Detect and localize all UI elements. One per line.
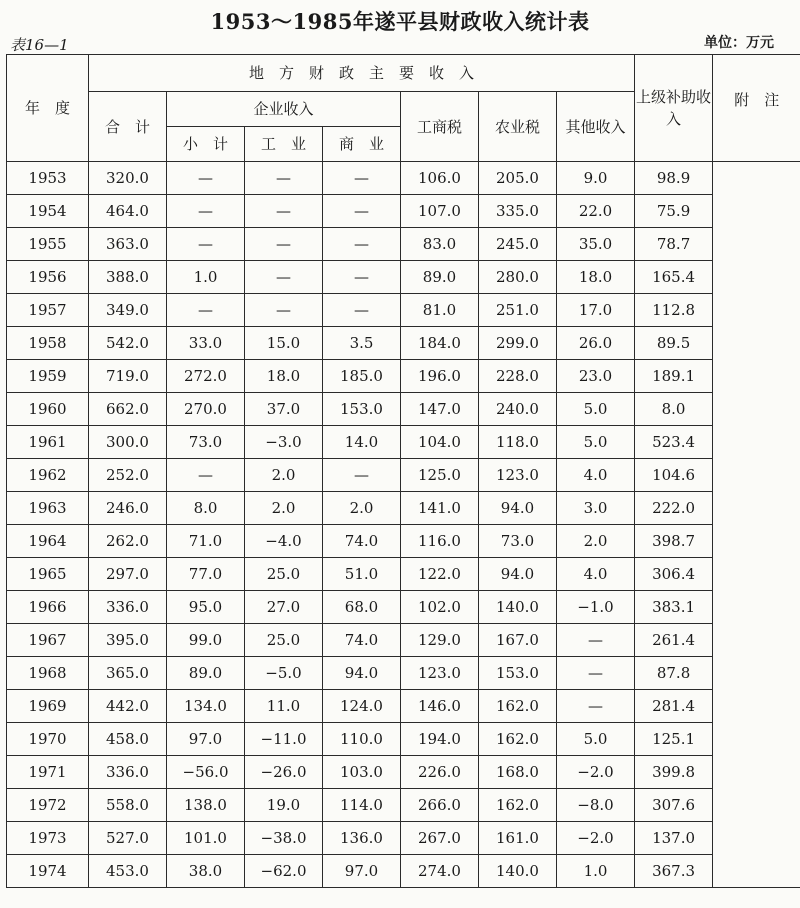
subtotal-cell: 134.0 [167, 690, 245, 723]
notes-cell [713, 195, 800, 228]
other-cell: −1.0 [557, 591, 635, 624]
subtotal-cell: 138.0 [167, 789, 245, 822]
subtotal-cell: 95.0 [167, 591, 245, 624]
subsidy-cell: 87.8 [635, 657, 713, 690]
subsidy-cell: 75.9 [635, 195, 713, 228]
other-cell: 18.0 [557, 261, 635, 294]
industry-cell: 11.0 [245, 690, 323, 723]
year-cell: 1964 [7, 525, 89, 558]
table-number: 表16—1 [10, 36, 69, 54]
enterprise-header: 企业收入 [167, 92, 401, 127]
agri-tax-cell: 94.0 [479, 492, 557, 525]
commerce-tax-header: 工商税 [401, 92, 479, 162]
total-cell: 662.0 [89, 393, 167, 426]
commerce-tax-cell: 107.0 [401, 195, 479, 228]
commerce-tax-cell: 226.0 [401, 756, 479, 789]
agri-tax-cell: 335.0 [479, 195, 557, 228]
subtotal-cell: 77.0 [167, 558, 245, 591]
commerce-tax-cell: 141.0 [401, 492, 479, 525]
subtotal-cell: 270.0 [167, 393, 245, 426]
other-cell: 22.0 [557, 195, 635, 228]
table-row [7, 360, 800, 393]
notes-header: 附 注 [713, 55, 800, 162]
subsidy-cell: 398.7 [635, 525, 713, 558]
other-header: 其他收入 [557, 92, 635, 162]
agri-tax-cell: 245.0 [479, 228, 557, 261]
subsidy-cell: 104.6 [635, 459, 713, 492]
total-cell: 453.0 [89, 855, 167, 888]
subsidy-cell: 125.1 [635, 723, 713, 756]
total-cell: 262.0 [89, 525, 167, 558]
commerce-cell: 74.0 [323, 525, 401, 558]
other-cell: 35.0 [557, 228, 635, 261]
subtotal-cell: −56.0 [167, 756, 245, 789]
year-cell: 1974 [7, 855, 89, 888]
year-cell: 1960 [7, 393, 89, 426]
other-cell: 2.0 [557, 525, 635, 558]
subsidy-cell: 523.4 [635, 426, 713, 459]
table-row [7, 624, 800, 657]
total-cell: 442.0 [89, 690, 167, 723]
subtotal-cell: — [167, 459, 245, 492]
table-row [7, 558, 800, 591]
other-cell: — [557, 657, 635, 690]
notes-cell [713, 591, 800, 624]
year-cell: 1962 [7, 459, 89, 492]
notes-cell [713, 558, 800, 591]
commerce-cell: 14.0 [323, 426, 401, 459]
table-row [7, 294, 800, 327]
subsidy-cell: 189.1 [635, 360, 713, 393]
commerce-cell: 3.5 [323, 327, 401, 360]
commerce-cell: — [323, 195, 401, 228]
industry-cell: — [245, 228, 323, 261]
total-cell: 388.0 [89, 261, 167, 294]
industry-cell: 25.0 [245, 624, 323, 657]
table-row [7, 525, 800, 558]
subtotal-cell: 99.0 [167, 624, 245, 657]
fiscal-revenue-table [6, 54, 800, 888]
subsidy-cell: 78.7 [635, 228, 713, 261]
other-cell: 17.0 [557, 294, 635, 327]
table-row [7, 162, 800, 195]
table-row [7, 690, 800, 723]
industry-cell: 25.0 [245, 558, 323, 591]
industry-cell: 2.0 [245, 492, 323, 525]
agri-tax-cell: 140.0 [479, 855, 557, 888]
subsidy-cell: 165.4 [635, 261, 713, 294]
notes-cell [713, 228, 800, 261]
notes-cell [713, 657, 800, 690]
notes-cell [713, 393, 800, 426]
commerce-tax-cell: 89.0 [401, 261, 479, 294]
other-cell: −8.0 [557, 789, 635, 822]
commerce-cell: 110.0 [323, 723, 401, 756]
industry-cell: −4.0 [245, 525, 323, 558]
agri-tax-cell: 299.0 [479, 327, 557, 360]
commerce-cell: 51.0 [323, 558, 401, 591]
other-cell: — [557, 690, 635, 723]
commerce-tax-cell: 81.0 [401, 294, 479, 327]
agri-tax-cell: 251.0 [479, 294, 557, 327]
total-cell: 246.0 [89, 492, 167, 525]
total-cell: 363.0 [89, 228, 167, 261]
commerce-cell: 97.0 [323, 855, 401, 888]
commerce-tax-cell: 147.0 [401, 393, 479, 426]
subsidy-header: 上级补助收入 [635, 55, 713, 162]
commerce-cell: — [323, 294, 401, 327]
year-cell: 1954 [7, 195, 89, 228]
notes-cell [713, 162, 800, 195]
subtotal-cell: — [167, 162, 245, 195]
subsidy-cell: 89.5 [635, 327, 713, 360]
commerce-tax-cell: 122.0 [401, 558, 479, 591]
industry-cell: −62.0 [245, 855, 323, 888]
other-cell: 4.0 [557, 459, 635, 492]
subsidy-cell: 306.4 [635, 558, 713, 591]
page-title: 1953～1985年遂平县财政收入统计表 [210, 9, 590, 34]
subsidy-cell: 98.9 [635, 162, 713, 195]
subtotal-cell: 71.0 [167, 525, 245, 558]
commerce-cell: 74.0 [323, 624, 401, 657]
commerce-cell: — [323, 459, 401, 492]
agri-tax-cell: 167.0 [479, 624, 557, 657]
agri-tax-cell: 162.0 [479, 789, 557, 822]
table-row [7, 756, 800, 789]
agri-tax-header: 农业税 [479, 92, 557, 162]
industry-cell: 37.0 [245, 393, 323, 426]
table-row [7, 855, 800, 888]
subsidy-cell: 222.0 [635, 492, 713, 525]
industry-cell: −11.0 [245, 723, 323, 756]
table-row [7, 789, 800, 822]
industry-cell: 27.0 [245, 591, 323, 624]
commerce-tax-cell: 83.0 [401, 228, 479, 261]
year-cell: 1963 [7, 492, 89, 525]
total-cell: 464.0 [89, 195, 167, 228]
total-header: 合 计 [89, 92, 167, 162]
subsidy-cell: 8.0 [635, 393, 713, 426]
total-cell: 336.0 [89, 591, 167, 624]
subsidy-cell: 137.0 [635, 822, 713, 855]
commerce-tax-cell: 196.0 [401, 360, 479, 393]
industry-cell: — [245, 162, 323, 195]
local-revenue-header: 地 方 财 政 主 要 收 入 [89, 55, 635, 92]
year-cell: 1965 [7, 558, 89, 591]
notes-cell [713, 822, 800, 855]
subsidy-cell: 261.4 [635, 624, 713, 657]
notes-cell [713, 624, 800, 657]
table-row [7, 327, 800, 360]
commerce-tax-cell: 184.0 [401, 327, 479, 360]
table-row [7, 261, 800, 294]
commerce-cell: 2.0 [323, 492, 401, 525]
industry-cell: 19.0 [245, 789, 323, 822]
year-cell: 1957 [7, 294, 89, 327]
other-cell: 5.0 [557, 723, 635, 756]
notes-cell [713, 426, 800, 459]
commerce-tax-cell: 106.0 [401, 162, 479, 195]
agri-tax-cell: 123.0 [479, 459, 557, 492]
agri-tax-cell: 161.0 [479, 822, 557, 855]
total-cell: 542.0 [89, 327, 167, 360]
agri-tax-cell: 153.0 [479, 657, 557, 690]
other-cell: 5.0 [557, 393, 635, 426]
subsidy-cell: 399.8 [635, 756, 713, 789]
total-cell: 395.0 [89, 624, 167, 657]
notes-cell [713, 789, 800, 822]
industry-cell: 15.0 [245, 327, 323, 360]
other-cell: — [557, 624, 635, 657]
total-cell: 252.0 [89, 459, 167, 492]
commerce-tax-cell: 129.0 [401, 624, 479, 657]
total-cell: 558.0 [89, 789, 167, 822]
table-row [7, 426, 800, 459]
commerce-tax-cell: 125.0 [401, 459, 479, 492]
notes-cell [713, 690, 800, 723]
table-row [7, 459, 800, 492]
commerce-tax-cell: 102.0 [401, 591, 479, 624]
industry-cell: −3.0 [245, 426, 323, 459]
subsidy-cell: 383.1 [635, 591, 713, 624]
total-cell: 336.0 [89, 756, 167, 789]
table-body [7, 162, 800, 888]
industry-cell: −38.0 [245, 822, 323, 855]
other-cell: 23.0 [557, 360, 635, 393]
table-row [7, 822, 800, 855]
year-cell: 1961 [7, 426, 89, 459]
notes-cell [713, 459, 800, 492]
industry-cell: — [245, 195, 323, 228]
subtotal-cell: 97.0 [167, 723, 245, 756]
agri-tax-cell: 280.0 [479, 261, 557, 294]
agri-tax-cell: 162.0 [479, 723, 557, 756]
subtotal-cell: — [167, 228, 245, 261]
total-cell: 300.0 [89, 426, 167, 459]
unit-label: 单位：万元 [704, 35, 774, 51]
industry-cell: — [245, 294, 323, 327]
total-cell: 320.0 [89, 162, 167, 195]
commerce-header: 商 业 [323, 127, 401, 162]
commerce-tax-cell: 194.0 [401, 723, 479, 756]
commerce-tax-cell: 104.0 [401, 426, 479, 459]
subtotal-cell: 89.0 [167, 657, 245, 690]
commerce-cell: 124.0 [323, 690, 401, 723]
year-cell: 1973 [7, 822, 89, 855]
subtotal-header: 小 计 [167, 127, 245, 162]
other-cell: 4.0 [557, 558, 635, 591]
other-cell: 1.0 [557, 855, 635, 888]
commerce-tax-cell: 116.0 [401, 525, 479, 558]
agri-tax-cell: 73.0 [479, 525, 557, 558]
notes-cell [713, 525, 800, 558]
agri-tax-cell: 162.0 [479, 690, 557, 723]
year-cell: 1955 [7, 228, 89, 261]
subtotal-cell: 101.0 [167, 822, 245, 855]
other-cell: 3.0 [557, 492, 635, 525]
subsidy-cell: 367.3 [635, 855, 713, 888]
table-row [7, 228, 800, 261]
commerce-cell: 94.0 [323, 657, 401, 690]
subtotal-cell: 1.0 [167, 261, 245, 294]
agri-tax-cell: 240.0 [479, 393, 557, 426]
commerce-cell: 153.0 [323, 393, 401, 426]
commerce-tax-cell: 266.0 [401, 789, 479, 822]
total-cell: 527.0 [89, 822, 167, 855]
year-cell: 1966 [7, 591, 89, 624]
total-cell: 349.0 [89, 294, 167, 327]
commerce-cell: 103.0 [323, 756, 401, 789]
table-row [7, 195, 800, 228]
subtotal-cell: — [167, 195, 245, 228]
year-header: 年 度 [7, 55, 89, 162]
industry-cell: −5.0 [245, 657, 323, 690]
notes-cell [713, 855, 800, 888]
subsidy-cell: 281.4 [635, 690, 713, 723]
commerce-cell: — [323, 228, 401, 261]
year-cell: 1970 [7, 723, 89, 756]
commerce-cell: — [323, 261, 401, 294]
agri-tax-cell: 140.0 [479, 591, 557, 624]
total-cell: 297.0 [89, 558, 167, 591]
commerce-tax-cell: 123.0 [401, 657, 479, 690]
total-cell: 458.0 [89, 723, 167, 756]
subtotal-cell: 38.0 [167, 855, 245, 888]
other-cell: −2.0 [557, 822, 635, 855]
subtotal-cell: 8.0 [167, 492, 245, 525]
year-cell: 1972 [7, 789, 89, 822]
subsidy-cell: 307.6 [635, 789, 713, 822]
commerce-cell: 114.0 [323, 789, 401, 822]
commerce-cell: 68.0 [323, 591, 401, 624]
other-cell: 26.0 [557, 327, 635, 360]
agri-tax-cell: 228.0 [479, 360, 557, 393]
year-cell: 1958 [7, 327, 89, 360]
agri-tax-cell: 94.0 [479, 558, 557, 591]
table-row [7, 393, 800, 426]
total-cell: 365.0 [89, 657, 167, 690]
total-cell: 719.0 [89, 360, 167, 393]
commerce-cell: 136.0 [323, 822, 401, 855]
agri-tax-cell: 168.0 [479, 756, 557, 789]
table-row [7, 723, 800, 756]
subsidy-cell: 112.8 [635, 294, 713, 327]
notes-cell [713, 723, 800, 756]
subtotal-cell: 73.0 [167, 426, 245, 459]
industry-cell: 2.0 [245, 459, 323, 492]
notes-cell [713, 261, 800, 294]
year-cell: 1956 [7, 261, 89, 294]
notes-cell [713, 294, 800, 327]
industry-cell: — [245, 261, 323, 294]
commerce-tax-cell: 267.0 [401, 822, 479, 855]
commerce-cell: — [323, 162, 401, 195]
notes-cell [713, 360, 800, 393]
year-cell: 1969 [7, 690, 89, 723]
notes-cell [713, 756, 800, 789]
table-row [7, 591, 800, 624]
other-cell: −2.0 [557, 756, 635, 789]
notes-cell [713, 327, 800, 360]
table-row [7, 492, 800, 525]
commerce-cell: 185.0 [323, 360, 401, 393]
notes-cell [713, 492, 800, 525]
other-cell: 9.0 [557, 162, 635, 195]
subtotal-cell: — [167, 294, 245, 327]
agri-tax-cell: 205.0 [479, 162, 557, 195]
year-cell: 1953 [7, 162, 89, 195]
table-row [7, 657, 800, 690]
industry-header: 工 业 [245, 127, 323, 162]
subtotal-cell: 272.0 [167, 360, 245, 393]
year-cell: 1959 [7, 360, 89, 393]
commerce-tax-cell: 274.0 [401, 855, 479, 888]
year-cell: 1968 [7, 657, 89, 690]
agri-tax-cell: 118.0 [479, 426, 557, 459]
subtotal-cell: 33.0 [167, 327, 245, 360]
industry-cell: −26.0 [245, 756, 323, 789]
other-cell: 5.0 [557, 426, 635, 459]
year-cell: 1971 [7, 756, 89, 789]
industry-cell: 18.0 [245, 360, 323, 393]
year-cell: 1967 [7, 624, 89, 657]
commerce-tax-cell: 146.0 [401, 690, 479, 723]
